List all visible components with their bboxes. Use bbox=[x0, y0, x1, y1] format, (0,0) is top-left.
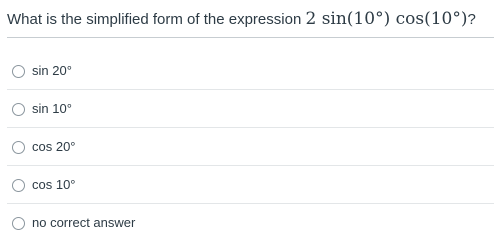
answer-label: sin 20° bbox=[32, 63, 72, 78]
question-mark: ? bbox=[467, 11, 476, 28]
answer-label: cos 20° bbox=[32, 139, 76, 154]
answer-option-sin-20[interactable] bbox=[0, 52, 494, 90]
answer-option-sin-10[interactable] bbox=[0, 90, 494, 128]
radio-button-icon[interactable] bbox=[12, 179, 25, 192]
question-divider bbox=[7, 37, 494, 38]
answer-option-cos-10[interactable] bbox=[0, 166, 494, 204]
question-math-expression: 2 sin(10°) cos(10°) bbox=[305, 9, 468, 29]
question-prompt bbox=[7, 6, 476, 32]
answer-options bbox=[0, 52, 494, 242]
radio-button-icon[interactable] bbox=[12, 103, 25, 116]
radio-button-icon[interactable] bbox=[12, 141, 25, 154]
radio-button-icon[interactable] bbox=[12, 217, 25, 230]
answer-label: sin 10° bbox=[32, 101, 72, 116]
radio-button-icon[interactable] bbox=[12, 65, 25, 78]
answer-label: cos 10° bbox=[32, 177, 76, 192]
answer-option-cos-20[interactable] bbox=[0, 128, 494, 166]
question-text: What is the simplified form of the expression bbox=[7, 11, 302, 28]
answer-label: no correct answer bbox=[32, 215, 136, 230]
answer-option-no-correct-answer[interactable] bbox=[0, 204, 494, 242]
